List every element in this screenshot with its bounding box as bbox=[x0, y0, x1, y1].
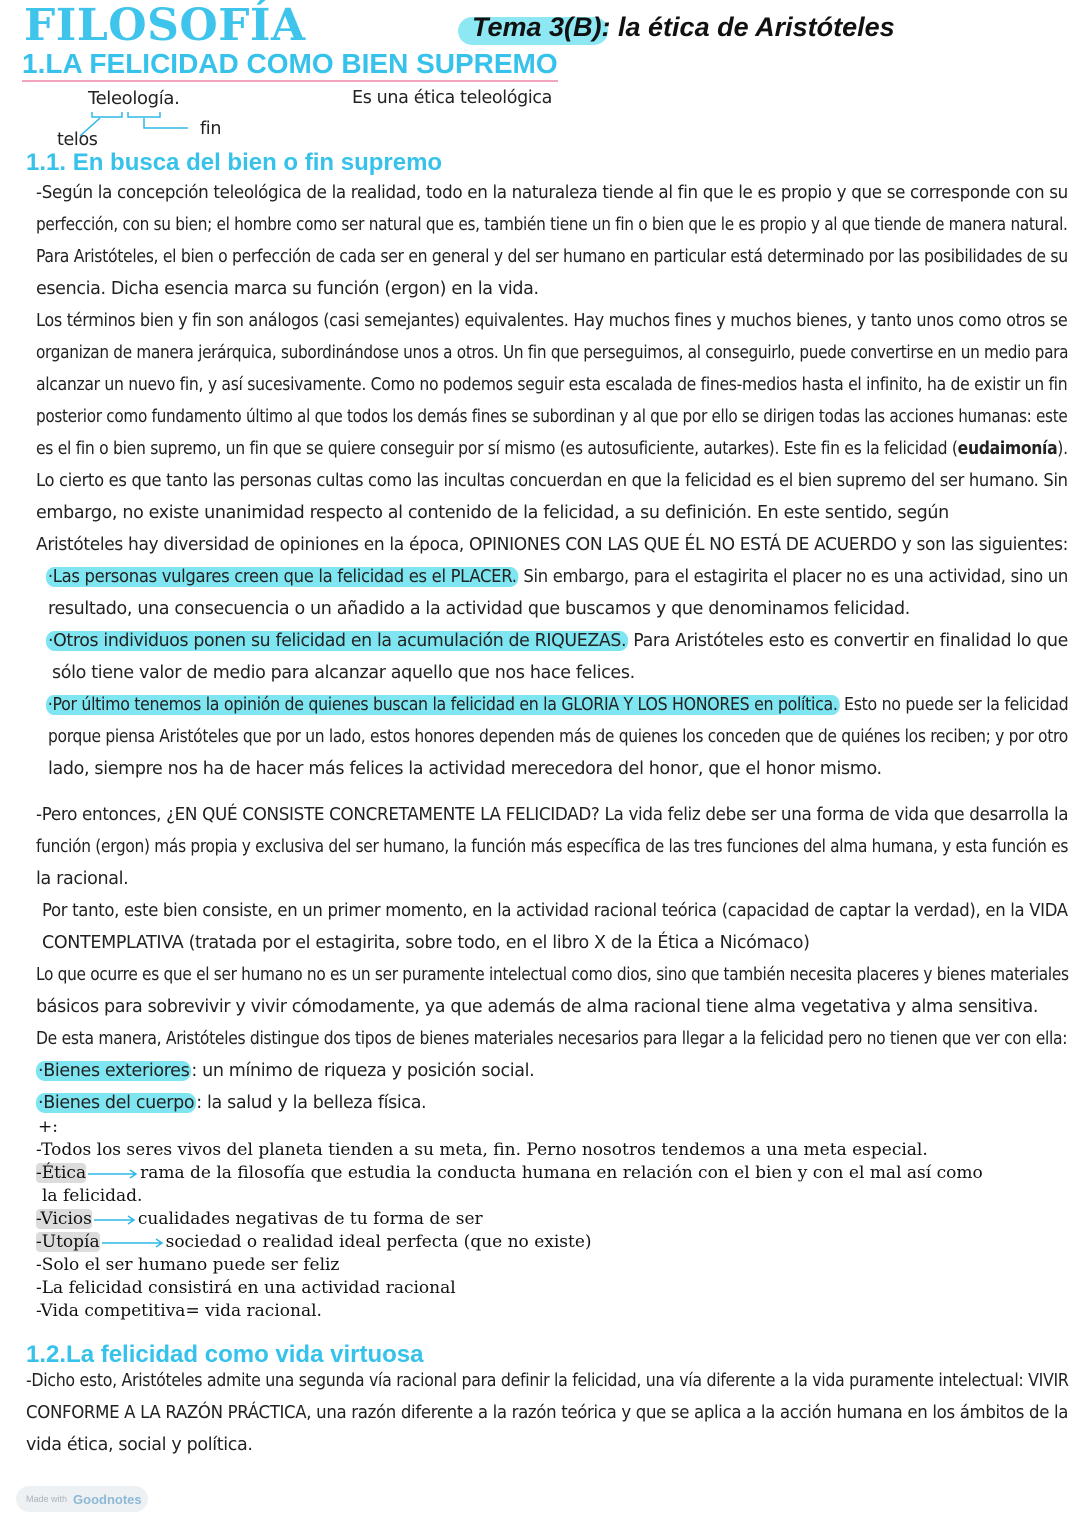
body-line: la racional. bbox=[36, 869, 129, 889]
eudaimonia-term: eudaimonía bbox=[957, 439, 1058, 459]
text-segment: Para Aristóteles esto es convertir en finalidad lo que bbox=[628, 631, 1068, 651]
note-line: -La felicidad consistirá en una actividad racional bbox=[36, 1278, 456, 1298]
note-line: la felicidad. bbox=[42, 1186, 143, 1206]
opinion-gloria bbox=[46, 695, 1068, 715]
body-line: alcanzar un nuevo fin, y así sucesivamente. Como no podemos seguir esta escalada de fines-medios hasta el infinito, ha de existir un fin bbox=[36, 375, 1068, 395]
text-segment: ). bbox=[1057, 439, 1068, 459]
body-line: Los términos bien y fin son análogos (casi semejantes) equivalentes. Hay muchos fines y muchos bienes, y tanto unos como otros se bbox=[36, 311, 1068, 331]
body-line: posterior como fundamento último al que todos los demás fines se subordinan y al que por ello se dirigen todas las acciones humanas: este bbox=[36, 407, 1068, 427]
section-heading-1-2: 1.2.La felicidad como vida virtuosa bbox=[26, 1341, 424, 1368]
body-line: organizan de manera jerárquica, subordinándose unos a otros. Un fin que perseguimos, al conseguirlo, puede convertirse en un medio para bbox=[36, 343, 1069, 363]
goodnotes-badge bbox=[16, 1486, 148, 1512]
section-heading-1: 1.LA FELICIDAD COMO BIEN SUPREMO bbox=[22, 48, 558, 82]
term-etica: -Ética bbox=[36, 1163, 87, 1183]
body-line: embargo, no existe unanimidad respecto al contenido de la felicidad, a su definición. En este sentido, según bbox=[36, 503, 949, 523]
opinion-riquezas bbox=[46, 631, 1068, 651]
note-vicios bbox=[36, 1209, 483, 1229]
highlighted-text: ·Bienes del cuerpo bbox=[38, 1093, 195, 1113]
note-line: -Solo el ser humano puede ser feliz bbox=[36, 1255, 340, 1275]
definition-vicios: cualidades negativas de tu forma de ser bbox=[137, 1209, 483, 1229]
body-line: -Pero entonces, ¿EN QUÉ CONSISTE CONCRETAMENTE LA FELICIDAD? La vida feliz debe ser una forma de vida que desarrolla la bbox=[36, 805, 1069, 825]
body-line: función (ergon) más propia y exclusiva del ser humano, la función más específica de las tres funciones del alma humana, y esta función es bbox=[36, 837, 1069, 857]
text-segment: Esto no puede ser la felicidad bbox=[839, 695, 1069, 715]
text-segment: : un mínimo de riqueza y posición social. bbox=[191, 1061, 535, 1081]
body-line: vida ética, social y política. bbox=[26, 1435, 253, 1455]
body-line: De esta manera, Aristóteles distingue dos tipos de bienes materiales necesarios para llegar a la felicidad pero no tienen que ver con ella: bbox=[36, 1029, 1068, 1049]
subject-title: FILOSOFÍA bbox=[24, 0, 306, 51]
body-line: esencia. Dicha esencia marca su función (ergon) en la vida. bbox=[36, 279, 539, 299]
etymology-telos: telos bbox=[57, 130, 98, 150]
section-heading-1-1: 1.1. En busca del bien o fin supremo bbox=[26, 149, 443, 176]
etymology-note: Es una ética teleológica bbox=[352, 88, 553, 108]
body-line: Lo que ocurre es que el ser humano no es un ser puramente intelectual como dios, sino que también necesita placeres y bienes materiales bbox=[36, 965, 1069, 985]
arrow-right-icon bbox=[86, 1168, 140, 1180]
text-segment: Sin embargo, para el estagirita el placer no es una actividad, sino un bbox=[518, 567, 1068, 587]
highlighted-text: ·Las personas vulgares creen que la felicidad es el PLACER. bbox=[47, 567, 517, 587]
term-vicios: -Vicios bbox=[36, 1209, 92, 1229]
body-line: CONFORME A LA RAZÓN PRÁCTICA, una razón diferente a la razón teórica y que se aplica a la acción humana en los ámbitos de la bbox=[26, 1403, 1069, 1423]
arrow-right-icon bbox=[92, 1214, 138, 1226]
definition-etica: rama de la filosofía que estudia la conducta humana en relación con el bien y con el mal así como bbox=[140, 1163, 983, 1183]
body-line: resultado, una consecuencia o un añadido a la actividad que buscamos y que denominamos felicidad. bbox=[48, 599, 911, 619]
topic-title: Tema 3(B): la ética de Aristóteles bbox=[472, 12, 895, 42]
body-line: -Dicho esto, Aristóteles admite una segunda vía racional para definir la felicidad, una vía diferente a la vida puramente intelectual: VIVIR bbox=[26, 1371, 1069, 1391]
body-line: Aristóteles hay diversidad de opiniones en la época, OPINIONES CON LAS QUE ÉL NO ESTÁ DE ACUERDO y son las siguientes: bbox=[36, 535, 1069, 555]
etymology-word: Teleología. bbox=[88, 88, 180, 109]
highlighted-text: ·Otros individuos ponen su felicidad en la acumulación de RIQUEZAS. bbox=[47, 631, 627, 651]
note-line: -Todos los seres vivos del planeta tienden a su meta, fin. Perno nosotros tendemos a una meta especial. bbox=[36, 1140, 928, 1160]
arrow-right-icon bbox=[100, 1237, 166, 1249]
text-segment: es el fin o bien supremo, un fin que se quiere conseguir por sí mismo (es autosuficiente, autarkes). Este fin es la felicidad ( bbox=[36, 439, 958, 459]
badge-brand-text: Goodnotes bbox=[73, 1491, 142, 1507]
note-etica bbox=[36, 1163, 983, 1183]
highlighted-text: ·Por último tenemos la opinión de quienes buscan la felicidad en la GLORIA Y LOS HONORES en política. bbox=[47, 695, 838, 715]
body-line-eudaimonia bbox=[36, 439, 1068, 459]
goods-cuerpo bbox=[36, 1093, 426, 1113]
highlighted-text: ·Bienes exteriores bbox=[38, 1061, 190, 1081]
text-segment: : la salud y la belleza física. bbox=[196, 1093, 427, 1113]
body-line: perfección, con su bien; el hombre como ser natural que es, también tiene un fin o bien que le es propio y al que tiende de manera natural. bbox=[36, 215, 1068, 235]
body-line: básicos para sobrevivir y vivir cómodamente, ya que además de alma racional tiene alma vegetativa y alma sensitiva. bbox=[36, 997, 1039, 1017]
badge-small-text: Made with bbox=[26, 1494, 68, 1504]
body-line: Lo cierto es que tanto las personas cultas como las incultas concuerdan en que la felicidad es el bien supremo del ser humano. Sin bbox=[36, 471, 1068, 491]
term-utopia: -Utopía bbox=[36, 1232, 100, 1252]
body-line: Por tanto, este bien consiste, en un primer momento, en la actividad racional teórica (capacidad de captar la verdad), en la VIDA bbox=[42, 901, 1068, 921]
body-line: sólo tiene valor de medio para alcanzar aquello que nos hace felices. bbox=[52, 663, 635, 683]
body-line: CONTEMPLATIVA (tratada por el estagirita, sobre todo, en el libro X de la Ética a Nicómaco) bbox=[42, 933, 810, 953]
notes-plus: +: bbox=[38, 1117, 58, 1137]
etymology-fin: fin bbox=[200, 119, 222, 139]
body-line: lado, siempre nos ha de hacer más felices la actividad merecedora del honor, que el honor mismo. bbox=[48, 759, 882, 779]
body-line: -Según la concepción teleológica de la realidad, todo en la naturaleza tiende al fin que le es propio y que se corresponde con su bbox=[36, 183, 1068, 203]
body-line: porque piensa Aristóteles que por un lado, estos honores dependen más de quienes los conceden que de quiénes los reciben; y por otro bbox=[48, 727, 1068, 747]
goods-exteriores bbox=[36, 1061, 534, 1081]
body-line: Para Aristóteles, el bien o perfección de cada ser en general y del ser humano en particular está determinado por las posibilidades de su bbox=[36, 247, 1068, 267]
note-line: -Vida competitiva= vida racional. bbox=[36, 1301, 322, 1321]
note-utopia bbox=[36, 1232, 592, 1252]
opinion-placer bbox=[46, 567, 1068, 587]
definition-utopia: sociedad o realidad ideal perfecta (que no existe) bbox=[165, 1232, 592, 1252]
